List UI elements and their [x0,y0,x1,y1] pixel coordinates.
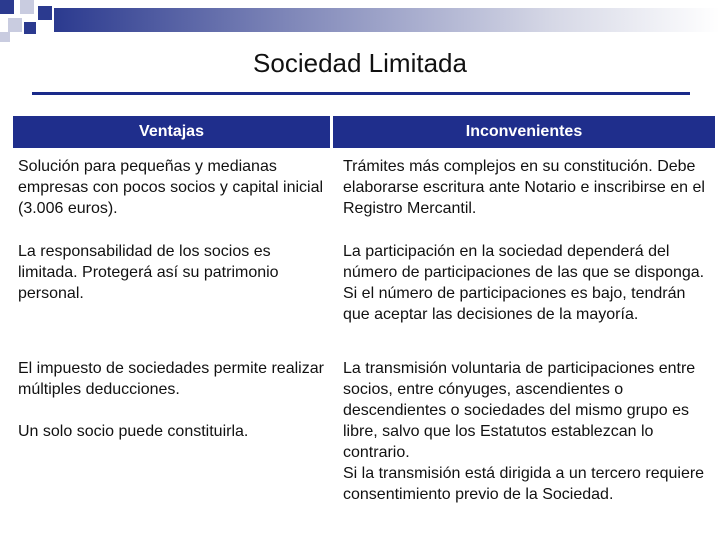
decor-square [0,0,14,14]
header-inconvenientes: Inconvenientes [333,116,715,148]
comparison-table [13,116,715,505]
disadvantage-text: La participación en la sociedad dependerá del número de participaciones de las que se disponga. Si el número de participaciones es bajo, tendrán que aceptar las decisiones de la mayoría. [343,243,705,323]
advantage-text: El impuesto de sociedades permite realizar múltiples deducciones. [18,360,324,398]
title-underline [32,92,690,95]
slide-title: Sociedad Limitada [253,48,467,78]
table-row [13,236,715,353]
decor-square [8,18,22,32]
disadvantage-text: La transmisión voluntaria de participaciones entre socios, entre cónyuges, ascendientes o descendientes o sociedades del mismo grupo es libre, salvo que los Estatutos establezcan lo contrario. [343,360,696,461]
advantage-cell [13,148,333,236]
disadvantage-cell [333,353,715,505]
decor-square [38,6,52,20]
decor-square [24,22,36,34]
decorative-header [0,0,720,48]
table-row [13,353,715,505]
disadvantage-cell [333,148,715,236]
advantage-cell [13,353,333,505]
table-row [13,148,715,236]
advantage-text: La responsabilidad de los socios es limitada. Protegerá así su patrimonio personal. [18,243,279,302]
header-ventajas: Ventajas [13,116,333,148]
gradient-bar [54,8,720,32]
advantage-text: Un solo socio puede constituirla. [18,423,249,440]
advantage-cell [13,236,333,353]
decor-square [0,32,10,42]
disadvantage-text: Si la transmisión está dirigida a un tercero requiere consentimiento previo de la Sociedad. [343,465,705,503]
advantage-text: Solución para pequeñas y medianas empresas con pocos socios y capital inicial (3.006 euros). [18,158,324,217]
decor-square [20,0,34,14]
disadvantage-text: Trámites más complejos en su constitución. Debe elaborarse escritura ante Notario e inscribirse en el Registro Mercantil. [343,158,705,217]
disadvantage-cell [333,236,715,353]
table-header-row [13,116,715,148]
